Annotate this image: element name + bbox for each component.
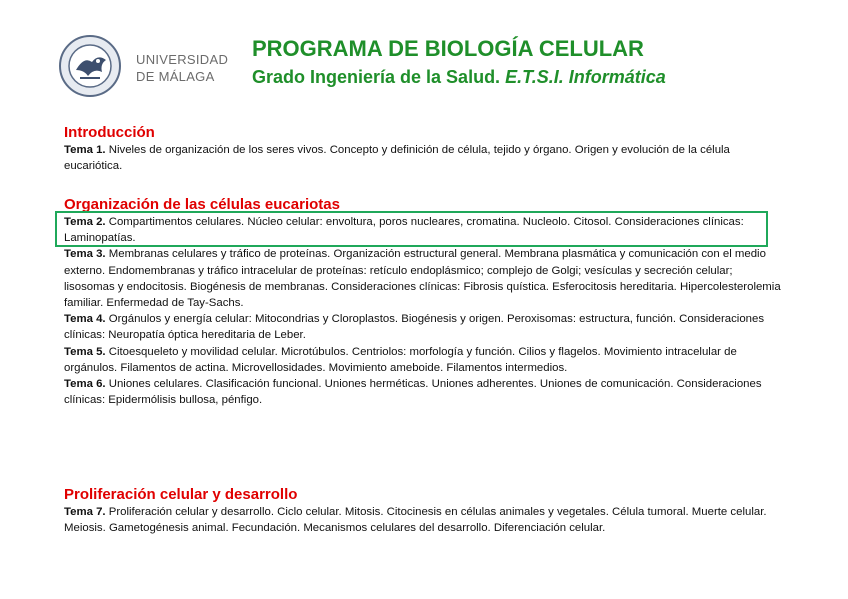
tema-label: Tema 2. — [64, 216, 106, 228]
page-subtitle — [252, 67, 666, 88]
tema-label: Tema 1. — [64, 144, 106, 156]
tema-text: Citoesqueleto y movilidad celular. Microtúbulos. Centriolos: morfología y función. Cilios y flagelos. Movimiento intracelular de orgánulos. Filamentos de actina. Microvellosidades. Movimiento ameboide. Filamentos intermedios. — [64, 345, 737, 374]
page-title: PROGRAMA DE BIOLOGÍA CELULAR — [252, 36, 644, 61]
section-introduccion — [64, 124, 784, 174]
section-heading: Introducción — [64, 124, 155, 141]
subtitle-italic: E.T.S.I. Informática — [505, 67, 666, 87]
tema-text: Uniones celulares. Clasificación funcional. Uniones herméticas. Uniones adherentes. Uniones de comunicación. Consideraciones clínicas: Epidermólisis bullosa, pénfigo. — [64, 378, 762, 407]
section-heading: Proliferación celular y desarrollo — [64, 486, 298, 503]
university-name-line1: UNIVERSIDAD — [136, 52, 229, 67]
section-heading: Organización de las células eucariotas — [64, 196, 340, 213]
tema-text: Compartimentos celulares. Núcleo celular: envoltura, poros nucleares, cromatina. Nucleolo. Citosol. Consideraciones clínicas: Laminopatías. — [64, 216, 744, 245]
university-name — [136, 51, 228, 85]
tema-text: Niveles de organización de los seres vivos. Concepto y definición de célula, tejido y órgano. Origen y evolución de la célula eucariótica. — [64, 144, 730, 173]
tema-text: Membranas celulares y tráfico de proteínas. Organización estructural general. Membrana plasmática y comunicación con el medio externo. Endomembranas y tráfico intracelular de proteínas: retículo endoplásmico; complejo de Golgi; vesículas y secreción celular; lisosomas y endocitosis. Biogénesis de membranas. Consideraciones clínicas: Fibrosis quística. Esferocitosis hereditaria. Hipercolesterolemia familiar. Enfermedad de Tay-Sachs. — [64, 248, 781, 310]
tema-label: Tema 5. — [64, 345, 106, 358]
tema-label: Tema 7. — [64, 506, 106, 518]
document-header — [58, 34, 818, 96]
subtitle-plain: Grado Ingeniería de la Salud. — [252, 67, 506, 87]
tema-6 — [64, 376, 784, 408]
tema-7 — [64, 504, 784, 536]
tema-label: Tema 3. — [64, 248, 106, 261]
tema-4 — [64, 311, 784, 343]
university-seal-logo — [58, 34, 122, 98]
tema-label: Tema 4. — [64, 313, 106, 326]
tema-1 — [64, 142, 784, 174]
tema-5 — [64, 344, 784, 376]
tema-3 — [64, 246, 784, 311]
tema-text: Proliferación celular y desarrollo. Ciclo celular. Mitosis. Citocinesis en células animales y vegetales. Célula tumoral. Muerte celular. Meiosis. Gametogénesis animal. Fecundación. Mecanismos celulares del desarrollo. Diferenciación celular. — [64, 506, 767, 535]
university-name-line2: DE MÁLAGA — [136, 69, 215, 84]
tema-label: Tema 6. — [64, 378, 106, 391]
section-proliferacion — [64, 486, 784, 536]
selection-highlight-box — [55, 211, 768, 247]
tema-text: Orgánulos y energía celular: Mitocondrias y Cloroplastos. Biogénesis y origen. Peroxisomas: estructura, función. Consideraciones clínicas: Neuropatía óptica hereditaria de Leber. — [64, 313, 765, 342]
